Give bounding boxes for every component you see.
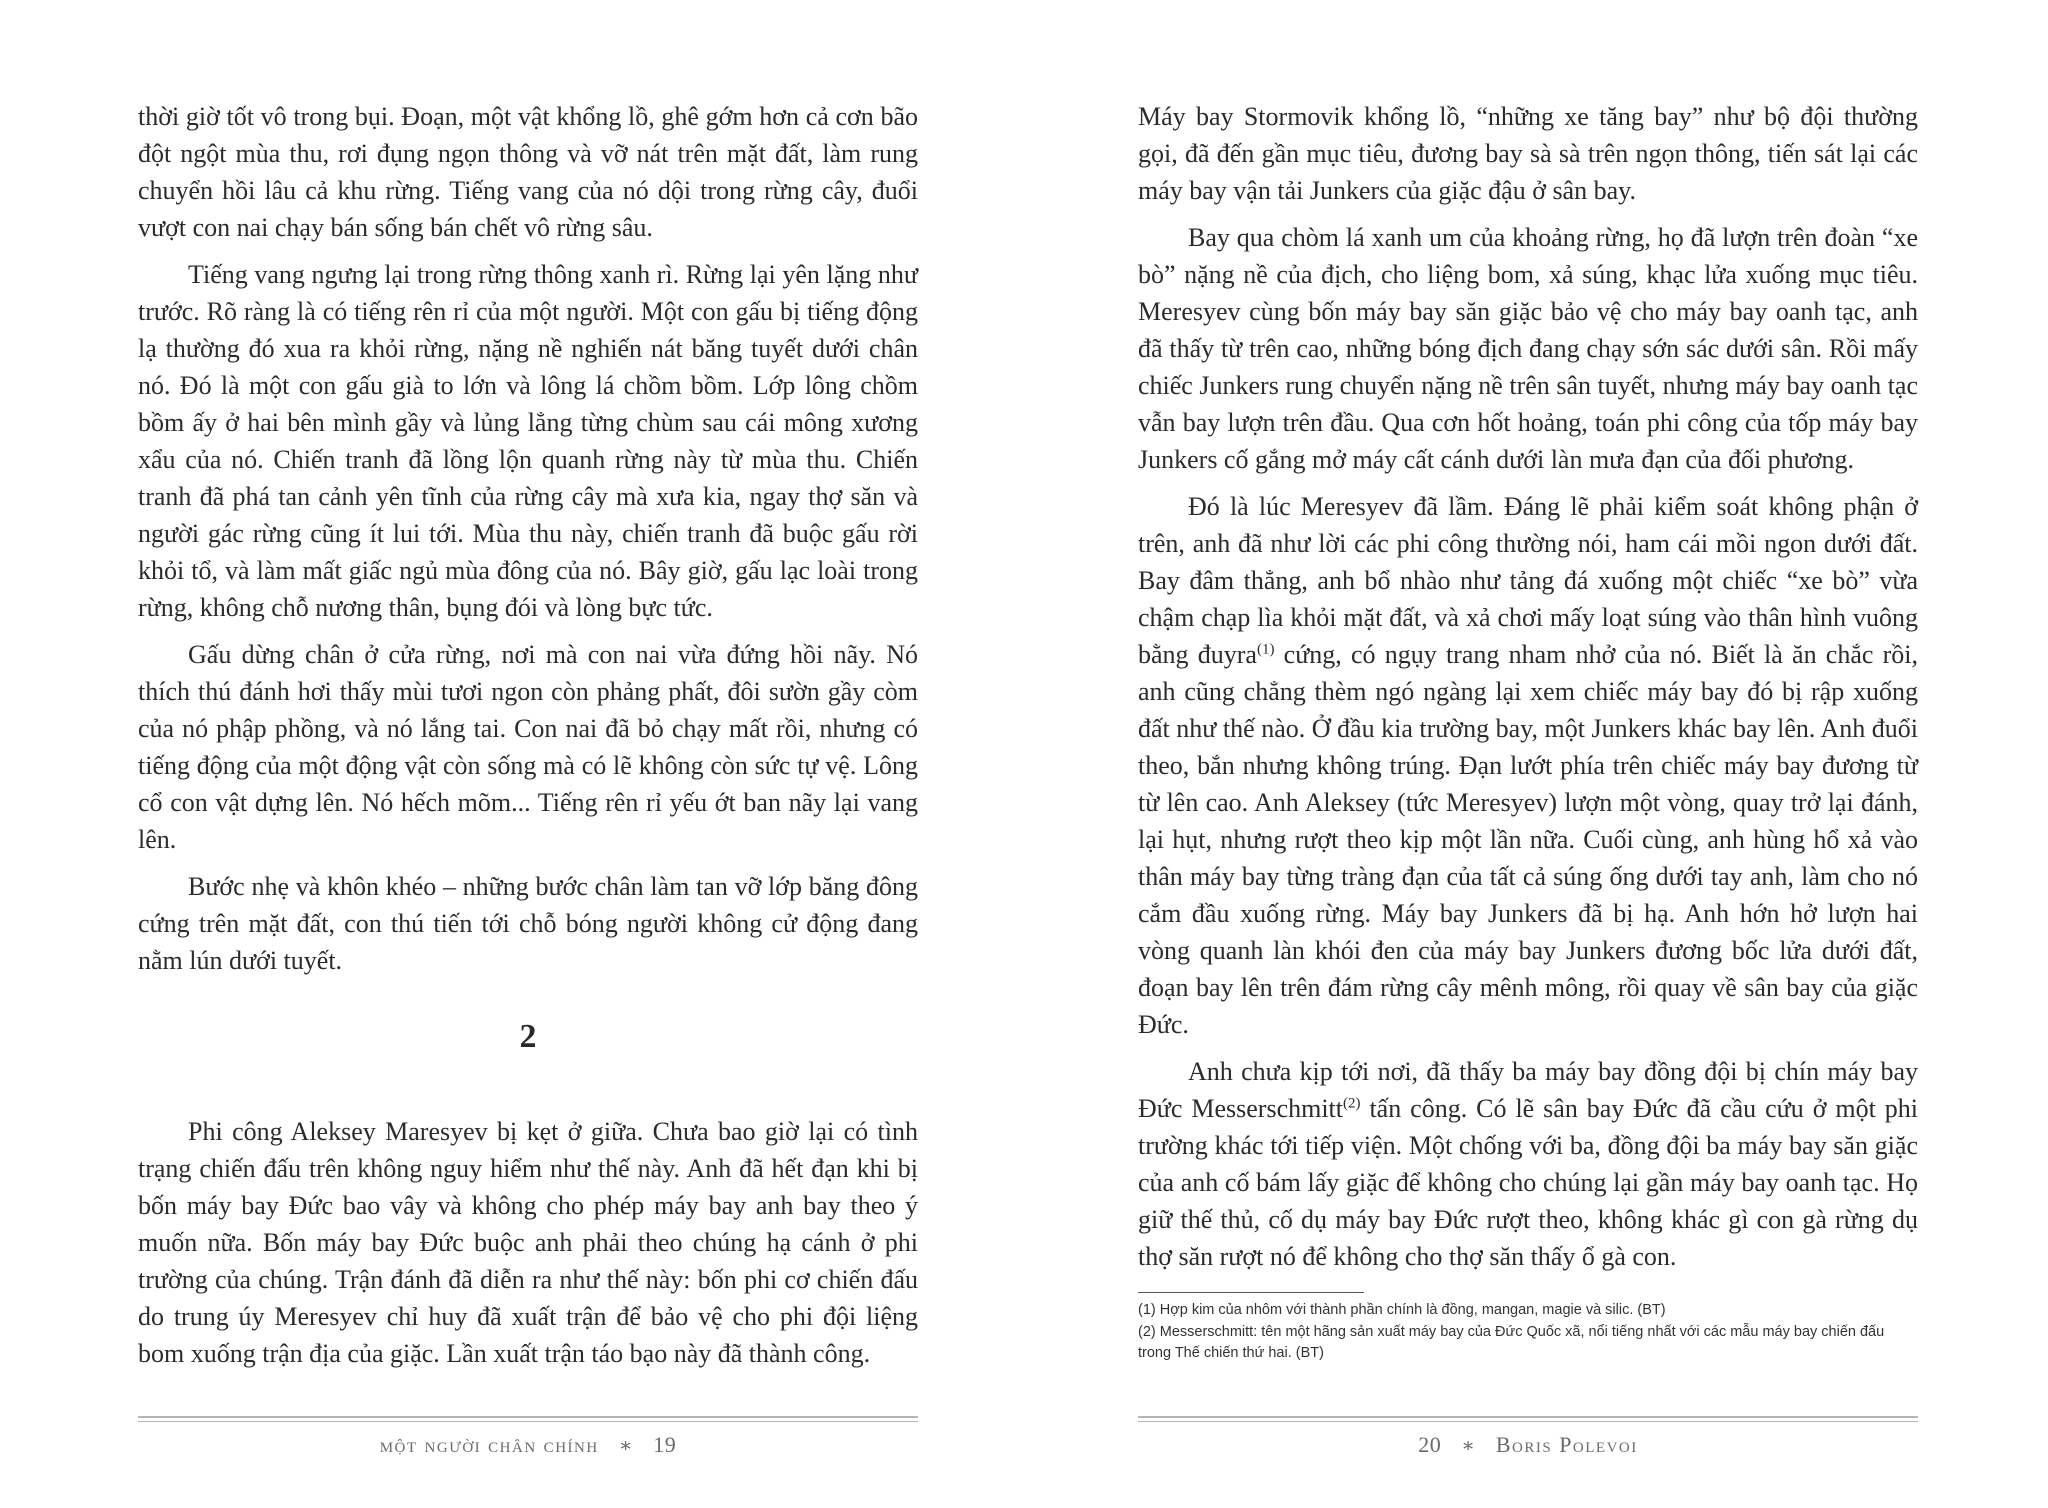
footnotes — [1138, 1300, 1918, 1365]
footer-rule — [138, 1416, 918, 1422]
separator-star: ∗ — [618, 1435, 634, 1457]
paragraph — [1138, 1053, 1918, 1275]
right-page-body — [1138, 98, 1918, 1285]
chapter-number: 2 — [519, 1018, 537, 1055]
paragraph: Phi công Aleksey Maresyev bị kẹt ở giữa. Chưa bao giờ lại có tình trạng chiến đấu trên không nguy hiểm như thế này. Anh đã hết đạn khi bị bốn máy bay Đức bao vây và không cho phép máy bay anh bay theo ý muốn nữa. Bốn máy bay Đức buộc anh phải theo chúng hạ cánh ở phi trường của chúng. Trận đánh đã diễn ra như thế này: bốn phi cơ chiến đấu do trung úy Meresyev chỉ huy đã xuất trận để bảo vệ cho phi đội liệng bom xuống trận địa của giặc. Lần xuất trận táo bạo này đã thành công. — [138, 1117, 918, 1368]
left-page-body — [138, 98, 918, 1382]
paragraph: Bước nhẹ và khôn khéo – những bước chân làm tan vỡ lớp băng đông cứng trên mặt đất, con thú tiến tới chỗ bóng người không cử động đang nằm lún dưới tuyết. — [138, 872, 918, 975]
footnote-rule — [1138, 1292, 1364, 1293]
author-name: Boris Polevoi — [1495, 1432, 1638, 1457]
left-page-footer — [138, 1432, 918, 1458]
paragraph-text: Đó là lúc Meresyev đã lầm. Đáng lẽ phải kiểm soát không phận ở trên, anh đã như lời các phi công thường nói, ham cái mồi ngon dưới đất. Bay đâm thẳng, anh bổ nhào như tảng đá xuống một chiếc “xe bò” vừa chậm chạp lìa khỏi mặt đất, và xả chơi mấy loạt súng vào thân hình vuông bằng đuyra — [1138, 492, 1918, 669]
paragraph — [1138, 488, 1918, 1043]
footnote-2: (2) Messerschmitt: tên một hãng sản xuất máy bay của Đức Quốc xã, nổi tiếng nhất với các mẫu máy bay chiến đấu trong Thế chiến thứ hai. (BT) — [1138, 1324, 1885, 1361]
paragraph-text: tấn công. Có lẽ sân bay Đức đã cầu cứu ở một phi trường khác tới tiếp viện. Một chống với ba, đồng đội ba máy bay săn giặc của anh cố bám lấy giặc để không cho chúng lại gần máy bay oanh tạc. Họ giữ thế thủ, cố dụ máy bay Đức rượt theo, không khác gì con gà rừng dụ thợ săn rượt nó để không cho thợ săn thấy ổ gà con. — [1138, 1094, 1919, 1271]
footnote-1: (1) Hợp kim của nhôm với thành phần chính là đồng, mangan, magie và silic. (BT) — [1138, 1302, 1666, 1318]
right-page-footer — [1138, 1432, 1918, 1458]
footnote-ref-1[interactable]: (1) — [1256, 641, 1275, 658]
paragraph: Máy bay Stormovik khổng lồ, “những xe tăng bay” như bộ đội thường gọi, đã đến gần mục tiêu, đương bay sà sà trên ngọn thông, tiến sát lại các máy bay vận tải Junkers của giặc đậu ở sân bay. — [1138, 102, 1918, 205]
footnote-ref-2[interactable]: (2) — [1343, 1095, 1361, 1112]
separator-star: ∗ — [1461, 1435, 1476, 1457]
paragraph: Tiếng vang ngưng lại trong rừng thông xanh rì. Rừng lại yên lặng như trước. Rõ ràng là có tiếng rên rỉ của một người. Một con gấu bị tiếng động lạ thường đó xua ra khỏi rừng, nặng nề nghiến nát băng tuyết dưới chân nó. Đó là một con gấu già to lớn và lông lá chồm bồm. Lớp lông chồm bồm ấy ở hai bên mình gầy và lủng lẳng từng chùm sau cái mông xương xẩu của nó. Chiến tranh đã lồng lộn quanh rừng này từ mùa thu. Chiến tranh đã phá tan cảnh yên tĩnh của rừng cây mà xưa kia, ngay thợ săn và người gác rừng cũng ít lui tới. Mùa thu này, chiến tranh đã buộc gấu rời khỏi tổ, và làm mất giấc ngủ mùa đông của nó. Bây giờ, gấu lạc loài trong rừng, không chỗ nương thân, bụng đói và lòng bực tức. — [138, 260, 918, 622]
paragraph-text: cứng, có ngụy trang nham nhở của nó. Biết là ăn chắc rồi, anh cũng chẳng thèm ngó ngàng lại xem chiếc máy bay đó bị rập xuống đất như thế nào. Ở đầu kia trường bay, một Junkers khác bay lên. Anh đuổi theo, bắn nhưng không trúng. Đạn lướt phía trên chiếc máy bay đương từ từ lên cao. Anh Aleksey (tức Meresyev) lượn một vòng, quay trở lại đánh, lại hụt, nhưng rượt theo kịp một lần nữa. Cuối cùng, anh hùng hổ xả vào thân máy bay từng tràng đạn của tất cả súng ống dưới tay anh, làm cho nó cắm đầu xuống rừng. Máy bay Junkers đã bị hạ. Anh hớn hở lượn hai vòng quanh làn khói đen của máy bay Junkers đương bốc lửa dưới đất, đoạn bay lên trên đám rừng cây mênh mông, rồi quay về sân bay của giặc Đức. — [1138, 640, 1918, 1039]
running-title: một người chân chính — [379, 1432, 599, 1457]
footer-rule — [1138, 1416, 1918, 1422]
paragraph: Bay qua chòm lá xanh um của khoảng rừng, họ đã lượn trên đoàn “xe bò” nặng nề của địch, cho liệng bom, xả súng, khạc lửa xuống mục tiêu. Meresyev cùng bốn máy bay săn giặc bảo vệ cho máy bay oanh tạc, anh đã thấy từ trên cao, những bóng địch đang chạy sớn sác dưới sân. Rồi mấy chiếc Junkers rung chuyển nặng nề trên sân tuyết, nhưng máy bay oanh tạc vẫn bay lượn trên đầu. Qua cơn hốt hoảng, toán phi công của tốp máy bay Junkers cố gắng mở máy cất cánh dưới làn mưa đạn của đối phương. — [1138, 223, 1918, 474]
page-number: 19 — [653, 1432, 677, 1457]
paragraph: Gấu dừng chân ở cửa rừng, nơi mà con nai vừa đứng hồi nãy. Nó thích thú đánh hơi thấy mùi tươi ngon còn phảng phất, đôi sườn gầy còm của nó phập phồng, và nó lắng tai. Con nai đã bỏ chạy mất rồi, nhưng có tiếng động của một động vật còn sống mà có lẽ không còn sức tự vệ. Lông cổ con vật dựng lên. Nó hếch mõm... Tiếng rên rỉ yếu ớt ban nãy lại vang lên. — [138, 640, 918, 854]
paragraph-text: Anh chưa kịp tới nơi, đã thấy ba máy bay đồng đội bị chín máy bay Đức Messerschmitt — [1138, 1057, 1918, 1123]
page-number: 20 — [1418, 1432, 1442, 1457]
paragraph: thời giờ tốt vô trong bụi. Đoạn, một vật khổng lồ, ghê gớm hơn cả cơn bão đột ngột mùa thu, rơi đụng ngọn thông và vỡ nát trên mặt đất, làm rung chuyển hồi lâu cả khu rừng. Tiếng vang của nó dội trong rừng cây, đuổi vượt con nai chạy bán sống bán chết vô rừng sâu. — [138, 102, 918, 242]
